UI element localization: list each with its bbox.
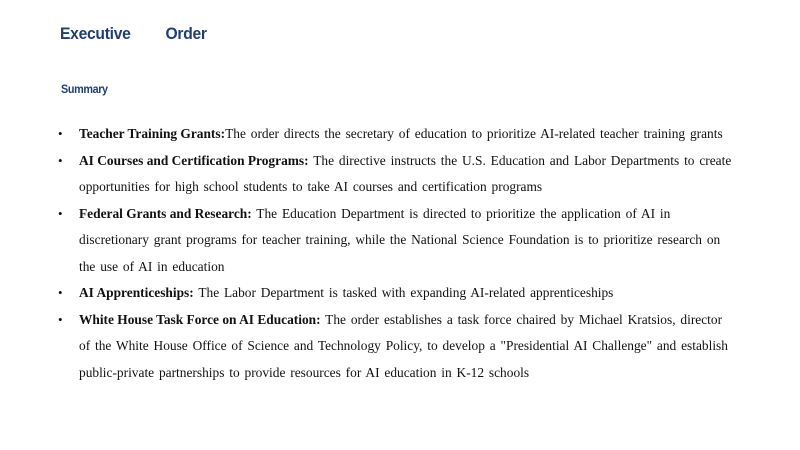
bullet-lead: White House Task Force on AI Education:: [79, 311, 321, 327]
bullet-item: [58, 280, 738, 307]
bullet-item: [58, 121, 738, 148]
bullet-lead: Teacher Training Grants:: [79, 126, 226, 141]
section-heading: Summary: [61, 82, 108, 96]
bullet-lead: AI Courses and Certification Programs:: [79, 152, 309, 168]
bullet-item: [58, 307, 738, 387]
bullet-lead: Federal Grants and Research:: [79, 205, 252, 221]
bullet-text: The order directs the secretary of education to prioritize AI-related teacher training grants: [225, 126, 723, 141]
bullet-text: The Labor Department is tasked with expanding AI-related apprenticeships: [193, 285, 614, 300]
bullet-item: [58, 148, 738, 201]
title-word-executive: Executive: [60, 24, 131, 43]
page-title: [60, 24, 207, 44]
title-word-order: Order: [165, 24, 207, 43]
bullet-text: The Education Department is directed to prioritize the application of AI in discretionary grant programs for teacher training, while the National Science Foundation is to prioritize research on the use of AI in education: [79, 205, 721, 274]
bullet-lead: AI Apprenticeships:: [79, 285, 194, 300]
summary-bullet-list: [58, 121, 738, 386]
bullet-text: The directive instructs the U.S. Education and Labor Departments to create opportunities for high school students to take AI courses and certification programs: [79, 152, 732, 194]
bullet-text: The order establishes a task force chaired by Michael Kratsios, director of the White House Office of Science and Technology Policy, to develop a "Presidential AI Challenge" and establish public-private partnerships to provide resources for AI education in K-12 schools: [79, 311, 728, 380]
bullet-item: [58, 201, 738, 281]
